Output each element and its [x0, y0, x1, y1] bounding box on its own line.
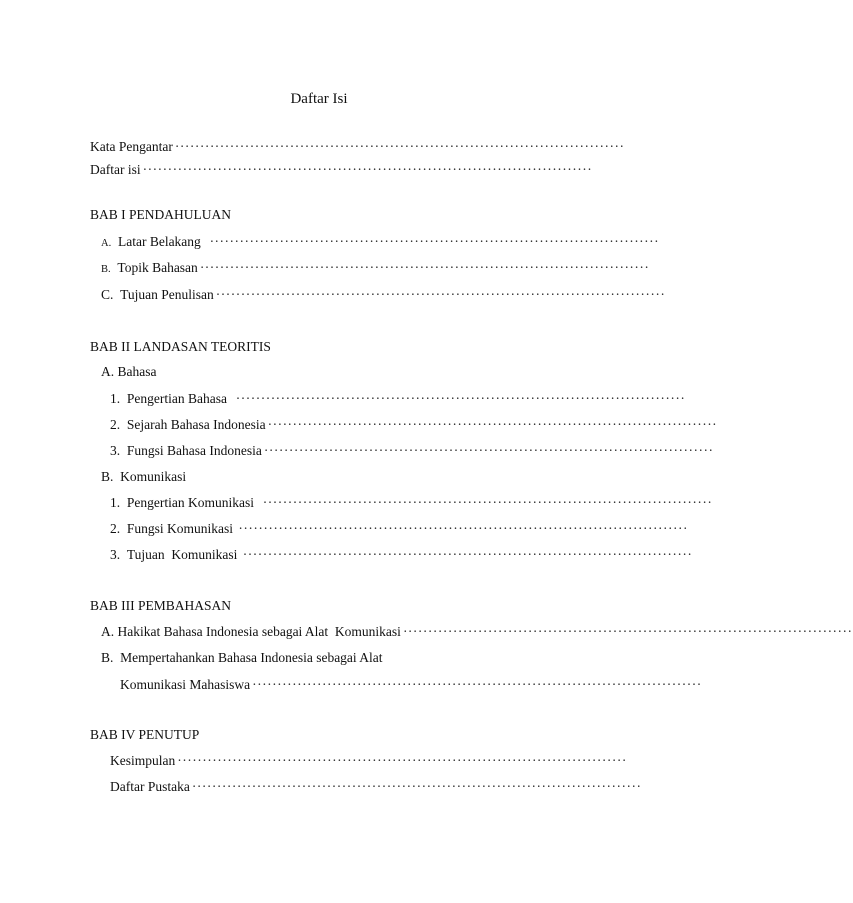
- toc-entry-komunikasi: [101, 467, 490, 487]
- toc-entry-fungsi-bahasa: [110, 441, 714, 461]
- list-marker: A.: [101, 238, 112, 249]
- chapter-heading-label: BAB II LANDASAN TEORITIS: [90, 339, 271, 354]
- list-marker: 2.: [110, 417, 121, 432]
- leader-dots: ··························································································: [252, 677, 702, 692]
- chapter-heading-label: BAB IV PENUTUP: [90, 727, 200, 742]
- toc-entry-label: Mempertahankan Bahasa Indonesia sebagai Alat: [120, 650, 383, 665]
- chapter-heading-bab2: [90, 337, 490, 357]
- leader-dots: ··························································································: [263, 443, 714, 458]
- toc-entry-daftar-pustaka: [110, 777, 642, 797]
- list-marker: 1.: [110, 495, 121, 510]
- leader-dots: ··························································································: [235, 391, 686, 406]
- toc-entry-pengertian-komunikasi: [110, 493, 713, 513]
- chapter-heading-label: BAB III PEMBAHASAN: [90, 598, 232, 613]
- leader-dots: ··························································································: [238, 521, 688, 536]
- toc-entry-label: A. Bahasa: [101, 364, 157, 379]
- toc-entry-daftar-isi: [90, 160, 593, 180]
- leader-dots: ··························································································: [209, 234, 660, 249]
- toc-entry-mempertahankan-line2: [120, 675, 702, 695]
- leader-dots: ··························································································: [191, 779, 642, 794]
- toc-entry-label: Daftar isi: [90, 162, 141, 177]
- toc-entry-label: Tujuan Penulisan: [120, 287, 214, 302]
- toc-entry-label: Komunikasi: [120, 469, 187, 484]
- leader-dots: ··························································································: [177, 753, 627, 768]
- leader-dots: ··························································································: [215, 287, 666, 302]
- list-marker: B.: [101, 264, 111, 275]
- toc-entry-label: A. Hakikat Bahasa Indonesia sebagai Alat Komunikasi: [101, 624, 401, 639]
- list-marker: 2.: [110, 521, 121, 536]
- leader-dots: ··························································································: [402, 624, 853, 639]
- toc-entry-label: Daftar Pustaka: [110, 779, 190, 794]
- toc-entry-kata-pengantar: [90, 137, 625, 157]
- toc-entry-kesimpulan: [110, 751, 627, 771]
- leader-dots: ··························································································: [142, 162, 593, 177]
- toc-entry-label: Fungsi Komunikasi: [126, 521, 234, 536]
- toc-entry-mempertahankan-line1: [101, 648, 490, 668]
- toc-entry-label: Komunikasi Mahasiswa: [120, 677, 251, 692]
- chapter-heading-bab4: [90, 725, 490, 745]
- toc-entry-hakikat-bahasa: [101, 622, 853, 642]
- list-marker: B.: [101, 650, 114, 665]
- leader-dots: ··························································································: [262, 495, 713, 510]
- list-marker: 1.: [110, 391, 121, 406]
- toc-entry-label: Fungsi Bahasa Indonesia: [126, 443, 262, 458]
- toc-entry-fungsi-komunikasi: [110, 519, 688, 539]
- chapter-heading-label: BAB I PENDAHULUAN: [90, 207, 231, 222]
- toc-entry-latar-belakang: [101, 232, 660, 252]
- toc-entry-label: Tujuan Komunikasi: [126, 547, 238, 562]
- toc-entry-label: Pengertian Komunikasi: [126, 495, 254, 510]
- toc-entry-label: Latar Belakang: [117, 234, 201, 249]
- leader-dots: ··························································································: [242, 547, 693, 562]
- leader-dots: ··························································································: [267, 417, 718, 432]
- toc-entry-label: Kata Pengantar: [90, 139, 173, 154]
- toc-entry-tujuan-komunikasi: [110, 545, 693, 565]
- toc-entry-label: Topik Bahasan: [117, 260, 198, 275]
- leader-dots: ··························································································: [174, 139, 625, 154]
- toc-entry-topik-bahasan: [101, 258, 650, 278]
- toc-entry-tujuan-penulisan: [101, 285, 666, 305]
- page-title: Daftar Isi: [290, 91, 348, 107]
- toc-entry-label: Sejarah Bahasa Indonesia: [126, 417, 266, 432]
- leader-dots: ··························································································: [199, 260, 650, 275]
- toc-entry-pengertian-bahasa: [110, 389, 686, 409]
- chapter-heading-bab3: [90, 596, 490, 616]
- toc-entry-sejarah-bahasa: [110, 415, 718, 435]
- list-marker: B.: [101, 469, 114, 484]
- toc-entry-label: Kesimpulan: [110, 753, 176, 768]
- list-marker: C.: [101, 287, 114, 302]
- list-marker: 3.: [110, 443, 121, 458]
- chapter-heading-bab1: [90, 205, 490, 225]
- toc-entry-bahasa: [101, 362, 490, 382]
- list-marker: 3.: [110, 547, 121, 562]
- toc-entry-label: Pengertian Bahasa: [126, 391, 227, 406]
